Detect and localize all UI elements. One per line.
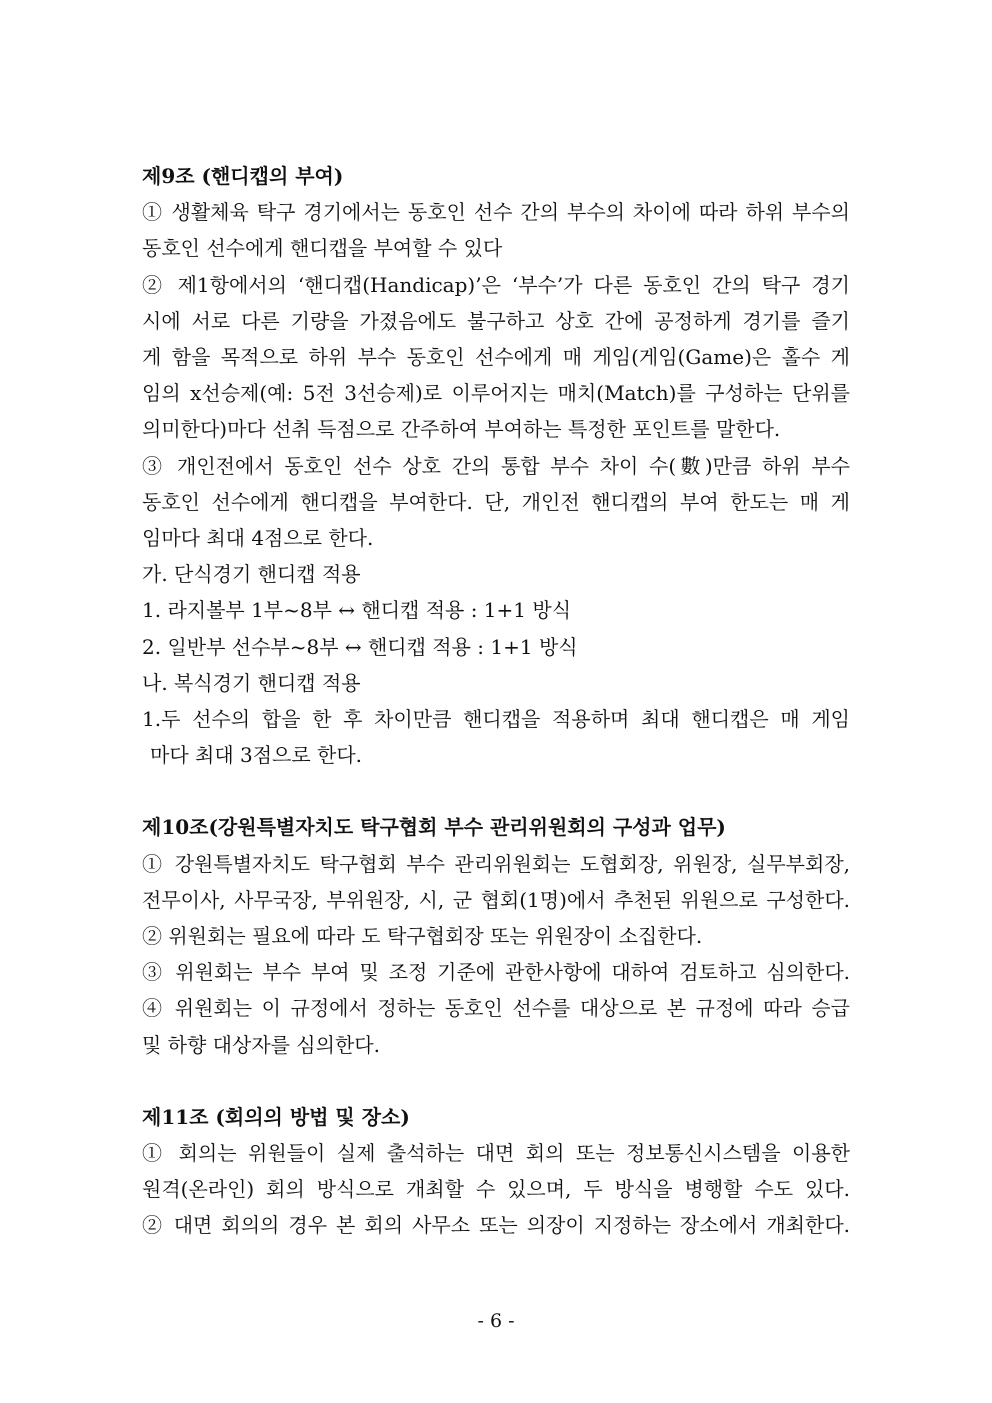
document-body — [142, 158, 850, 1244]
list-item: 2. 일반부 선수부~8부 ↔ 핸디캡 적용 : 1+1 방식 — [142, 634, 578, 659]
paragraph-line: 동호인 선수에게 핸디캡을 부여할 수 있다 — [142, 236, 503, 261]
list-item: 1.두 선수의 합을 한 후 차이만큼 핸디캡을 적용하며 최대 핸디캡은 매 게임 — [142, 707, 850, 732]
paragraph-line: ① 강원특별자치도 탁구협회 부수 관리위원회는 도협회장, 위원장, 실무부회장, — [142, 851, 850, 876]
list-heading: 나. 복식경기 핸디캡 적용 — [142, 670, 361, 695]
list-item: 마다 최대 3점으로 한다. — [150, 743, 363, 768]
list-item: 1. 라지볼부 1부~8부 ↔ 핸디캡 적용 : 1+1 방식 — [142, 598, 572, 623]
article-9 — [142, 158, 850, 773]
paragraph-line: 시에 서로 다른 기량을 가졌음에도 불구하고 상호 간에 공정하게 경기를 즐기 — [142, 308, 850, 333]
paragraph-line: ③ 위원회는 부수 부여 및 조정 기준에 관한사항에 대하여 검토하고 심의한다. — [142, 960, 850, 985]
paragraph-line: ③ 개인전에서 동호인 선수 상호 간의 통합 부수 차이 수(數)만큼 하위 부수 — [142, 453, 850, 478]
paragraph-line: 및 하향 대상자를 심의한다. — [142, 1032, 380, 1057]
paragraph-line: ② 제1항에서의 ‘핸디캡(Handicap)’은 ‘부수’가 다른 동호인 간의 탁구 경기 — [142, 272, 850, 297]
paragraph-line: 임마다 최대 4점으로 한다. — [142, 526, 374, 551]
article-heading: 제9조 (핸디캡의 부여) — [142, 164, 344, 188]
article-11 — [142, 1099, 850, 1244]
page-number: - 6 - — [477, 1310, 515, 1332]
paragraph-line: 동호인 선수에게 핸디캡을 부여한다. 단, 개인전 핸디캡의 부여 한도는 매 게 — [142, 489, 850, 514]
paragraph-line: ② 위원회는 필요에 따라 도 탁구협회장 또는 위원장이 소집한다. — [142, 924, 703, 949]
list-heading: 가. 단식경기 핸디캡 적용 — [142, 562, 361, 587]
paragraph-line: 의미한다)마다 선취 득점으로 간주하여 부여하는 특정한 포인트를 말한다. — [142, 417, 781, 442]
paragraph-line: 전무이사, 사무국장, 부위원장, 시, 군 협회(1명)에서 추천된 위원으로 구성한다. — [142, 887, 850, 912]
paragraph-line: 게 함을 목적으로 하위 부수 동호인 선수에게 매 게임(게임(Game)은 홀수 게 — [142, 345, 850, 370]
article-heading: 제10조(강원특별자치도 탁구협회 부수 관리위원회의 구성과 업무) — [142, 815, 726, 840]
paragraph-line: 원격(온라인) 회의 방식으로 개최할 수 있으며, 두 방식을 병행할 수도 있다. — [142, 1177, 850, 1202]
paragraph-line: ① 생활체육 탁구 경기에서는 동호인 선수 간의 부수의 차이에 따라 하위 부수의 — [142, 200, 850, 225]
article-10 — [142, 809, 850, 1062]
paragraph-line: 임의 x선승제(예: 5전 3선승제)로 이루어지는 매치(Match)를 구성하는 단위를 — [142, 381, 850, 406]
paragraph-line: ② 대면 회의의 경우 본 회의 사무소 또는 의장이 지정하는 장소에서 개최한다. — [142, 1213, 850, 1238]
article-heading: 제11조 (회의의 방법 및 장소) — [142, 1104, 410, 1129]
section-gap — [142, 1063, 850, 1099]
section-gap — [142, 773, 850, 809]
paragraph-line: ① 회의는 위원들이 실제 출석하는 대면 회의 또는 정보통신시스템을 이용한 — [142, 1141, 850, 1166]
paragraph-line: ④ 위원회는 이 규정에서 정하는 동호인 선수를 대상으로 본 규정에 따라 승급 — [142, 996, 850, 1021]
